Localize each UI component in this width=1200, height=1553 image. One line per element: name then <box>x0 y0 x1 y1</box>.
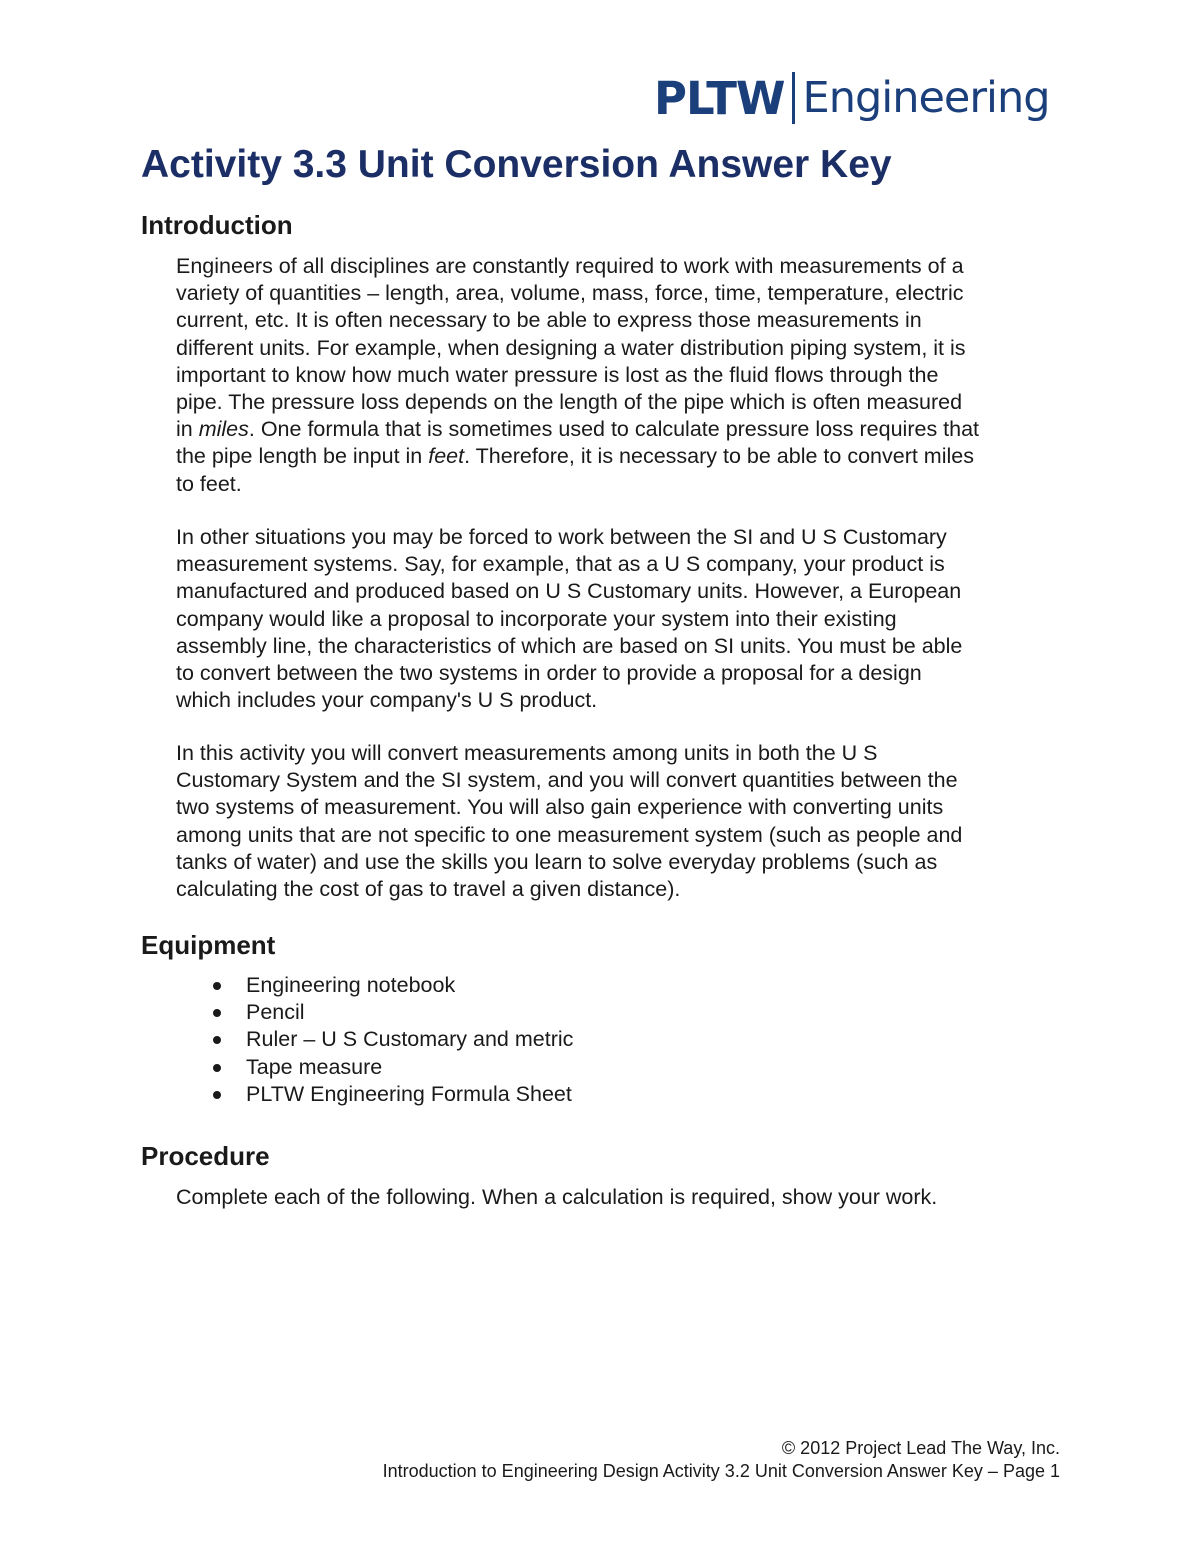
intro-p3-line: calculating the cost of gas to travel a given distance). <box>176 877 681 902</box>
bullet-icon <box>213 1091 221 1099</box>
procedure-heading: Procedure <box>141 1141 270 1171</box>
page-title: Activity 3.3 Unit Conversion Answer Key <box>141 143 892 186</box>
list-item-text: Engineering notebook <box>246 973 456 997</box>
introduction-paragraph-2 <box>176 524 1066 714</box>
emphasis-feet: feet <box>428 444 465 469</box>
intro-p3-line: tanks of water) and use the skills you learn to solve everyday problems (such as <box>176 849 938 874</box>
intro-p3-line: among units that are not specific to one measurement system (such as people and <box>176 822 963 847</box>
logo-brand: PLTW <box>654 71 785 125</box>
procedure-line: Complete each of the following. When a calculation is required, show your work. <box>176 1185 938 1209</box>
intro-p3-line: two systems of measurement. You will also gain experience with converting units <box>176 795 944 820</box>
list-item-text: Pencil <box>246 1000 305 1025</box>
text-run: the pipe length be input in <box>176 444 429 469</box>
intro-p2-line: assembly line, the characteristics of which are based on SI units. You must be able <box>176 633 963 658</box>
intro-p1-line: current, etc. It is often necessary to be able to express those measurements in <box>176 308 922 333</box>
bullet-icon <box>213 1064 221 1072</box>
intro-p1-line: variety of quantities – length, area, volume, mass, force, time, temperature, electric <box>176 281 964 306</box>
list-item <box>176 999 573 1026</box>
intro-p1-line: important to know how much water pressure is lost as the fluid flows through the <box>176 362 939 387</box>
intro-p2-line: company would like a proposal to incorporate your system into their existing <box>176 606 897 631</box>
equipment-list <box>176 972 573 1108</box>
bullet-icon <box>213 1009 221 1017</box>
intro-p3-line: Customary System and the SI system, and you will convert quantities between the <box>176 768 958 793</box>
intro-p3-line: In this activity you will convert measurements among units in both the U S <box>176 741 878 765</box>
intro-p1-line: pipe. The pressure loss depends on the length of the pipe which is often measured <box>176 390 963 415</box>
bullet-icon <box>213 1036 221 1044</box>
intro-p1-line: Engineers of all disciplines are constantly required to work with measurements of a <box>176 254 964 278</box>
intro-p1-line: different units. For example, when designing a water distribution piping system, it is <box>176 335 966 360</box>
list-item <box>176 972 573 999</box>
list-item <box>176 1026 573 1053</box>
intro-p2-line: which includes your company's U S product. <box>176 688 598 713</box>
emphasis-miles: miles <box>198 417 249 442</box>
text-run: . Therefore, it is necessary to be able to convert miles <box>464 444 974 469</box>
introduction-heading: Introduction <box>141 210 293 240</box>
introduction-paragraph-1 <box>176 253 1066 498</box>
list-item-text: PLTW Engineering Formula Sheet <box>246 1081 572 1106</box>
footer-copyright: © 2012 Project Lead The Way, Inc. <box>781 1438 1060 1458</box>
intro-p1-line <box>176 443 1066 470</box>
list-item <box>176 1081 573 1108</box>
bullet-icon <box>213 982 221 990</box>
pltw-engineering-logo <box>654 66 1050 130</box>
intro-p2-line: manufactured and produced based on U S Customary units. However, a European <box>176 579 962 604</box>
intro-p2-line: to convert between the two systems in order to provide a proposal for a design <box>176 661 922 686</box>
text-run: in <box>176 417 199 442</box>
introduction-paragraph-3 <box>176 740 1066 903</box>
logo-product: Engineering <box>802 72 1050 123</box>
intro-p1-line <box>176 416 1066 443</box>
intro-p2-line: measurement systems. Say, for example, that as a U S company, your product is <box>176 552 945 577</box>
text-run: . One formula that is sometimes used to calculate pressure loss requires that <box>248 417 980 442</box>
list-item-text: Tape measure <box>246 1054 383 1079</box>
intro-p2-line: In other situations you may be forced to work between the SI and U S Customary <box>176 525 947 549</box>
logo-divider <box>792 72 795 124</box>
procedure-text <box>176 1184 1066 1211</box>
intro-p1-line: to feet. <box>176 471 242 496</box>
list-item <box>176 1054 573 1081</box>
equipment-heading: Equipment <box>141 930 276 960</box>
list-item-text: Ruler – U S Customary and metric <box>246 1027 574 1052</box>
footer-course-line: Introduction to Engineering Design Activity 3.2 Unit Conversion Answer Key – Page 1 <box>382 1461 1060 1481</box>
